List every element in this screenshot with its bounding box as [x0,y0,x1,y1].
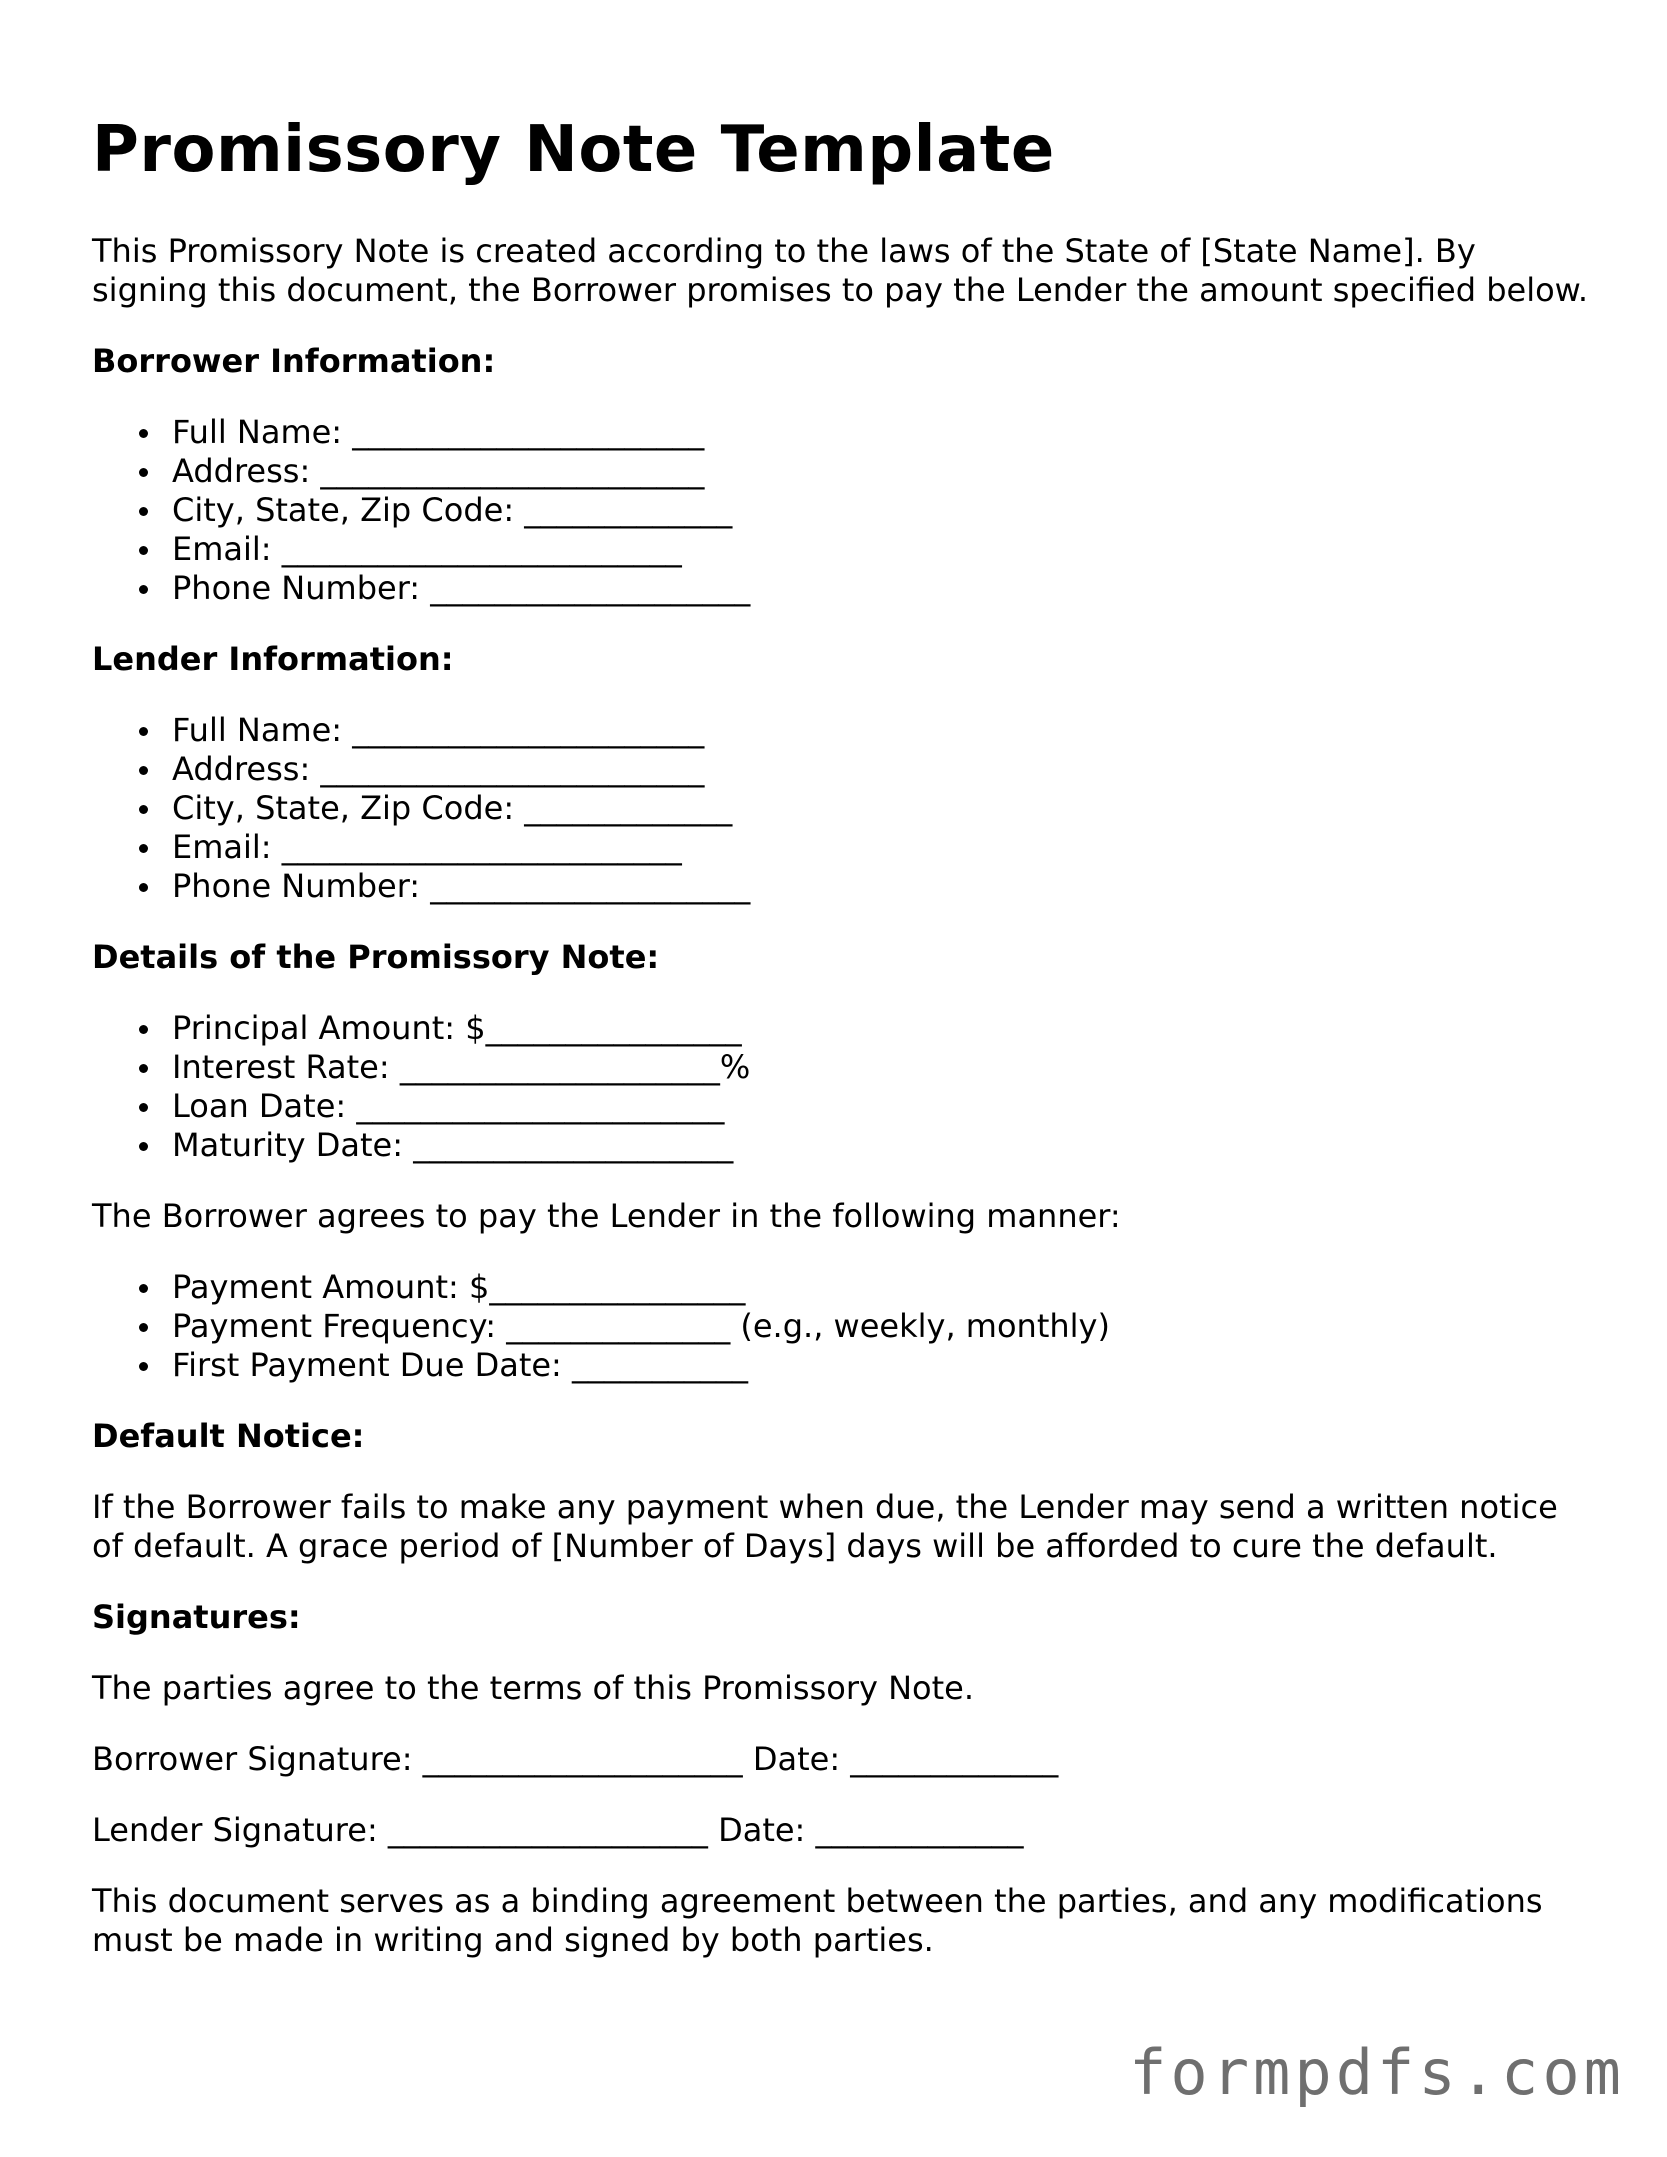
payment-amount: Payment Amount: $________________ [92,1268,1592,1307]
borrower-city-state-zip: City, State, Zip Code: _____________ [92,491,1592,530]
maturity-date: Maturity Date: ____________________ [92,1126,1592,1165]
lender-email: Email: _________________________ [92,828,1592,867]
borrower-phone: Phone Number: ____________________ [92,569,1592,608]
borrower-info-list [92,413,1592,608]
lender-signature-line: Lender Signature: ____________________ Date: _____________ [92,1811,1024,1849]
borrower-signature-line: Borrower Signature: ____________________ Date: _____________ [92,1740,1059,1778]
payment-intro: The Borrower agrees to pay the Lender in the following manner: [92,1197,1121,1235]
payment-frequency: Payment Frequency: ______________ (e.g., weekly, monthly) [92,1307,1592,1346]
intro-paragraph: This Promissory Note is created according to the laws of the State of [State Name]. By signing this document, the Borrower promises to pay the Lender the amount specified below. [92,232,1589,309]
closing-paragraph: This document serves as a binding agreement between the parties, and any modifications must be made in writing and signed by both parties. [92,1882,1543,1959]
borrower-email: Email: _________________________ [92,530,1592,569]
first-payment-due-date: First Payment Due Date: ___________ [92,1346,1592,1385]
principal-amount: Principal Amount: $________________ [92,1009,1592,1048]
default-notice-text: If the Borrower fails to make any payment when due, the Lender may send a written notice of default. A grace period of [Number of Days] days will be afforded to cure the default. [92,1488,1558,1565]
document-page [92,110,1592,1992]
watermark-logo: formpdfs.com [1129,2036,1625,2109]
details-heading: Details of the Promissory Note: [92,938,660,976]
lender-info-list [92,711,1592,906]
details-list [92,1009,1592,1165]
lender-city-state-zip: City, State, Zip Code: _____________ [92,789,1592,828]
borrower-heading: Borrower Information: [92,342,496,380]
page-title: Promissory Note Template [92,113,1055,187]
interest-rate: Interest Rate: ____________________% [92,1048,1592,1087]
payment-list [92,1268,1592,1385]
lender-phone: Phone Number: ____________________ [92,867,1592,906]
borrower-full-name: Full Name: ______________________ [92,413,1592,452]
signatures-intro: The parties agree to the terms of this Promissory Note. [92,1669,974,1707]
lender-heading: Lender Information: [92,640,454,678]
lender-full-name: Full Name: ______________________ [92,711,1592,750]
lender-address: Address: ________________________ [92,750,1592,789]
signatures-heading: Signatures: [92,1598,301,1636]
loan-date: Loan Date: _______________________ [92,1087,1592,1126]
default-notice-heading: Default Notice: [92,1417,365,1455]
borrower-address: Address: ________________________ [92,452,1592,491]
